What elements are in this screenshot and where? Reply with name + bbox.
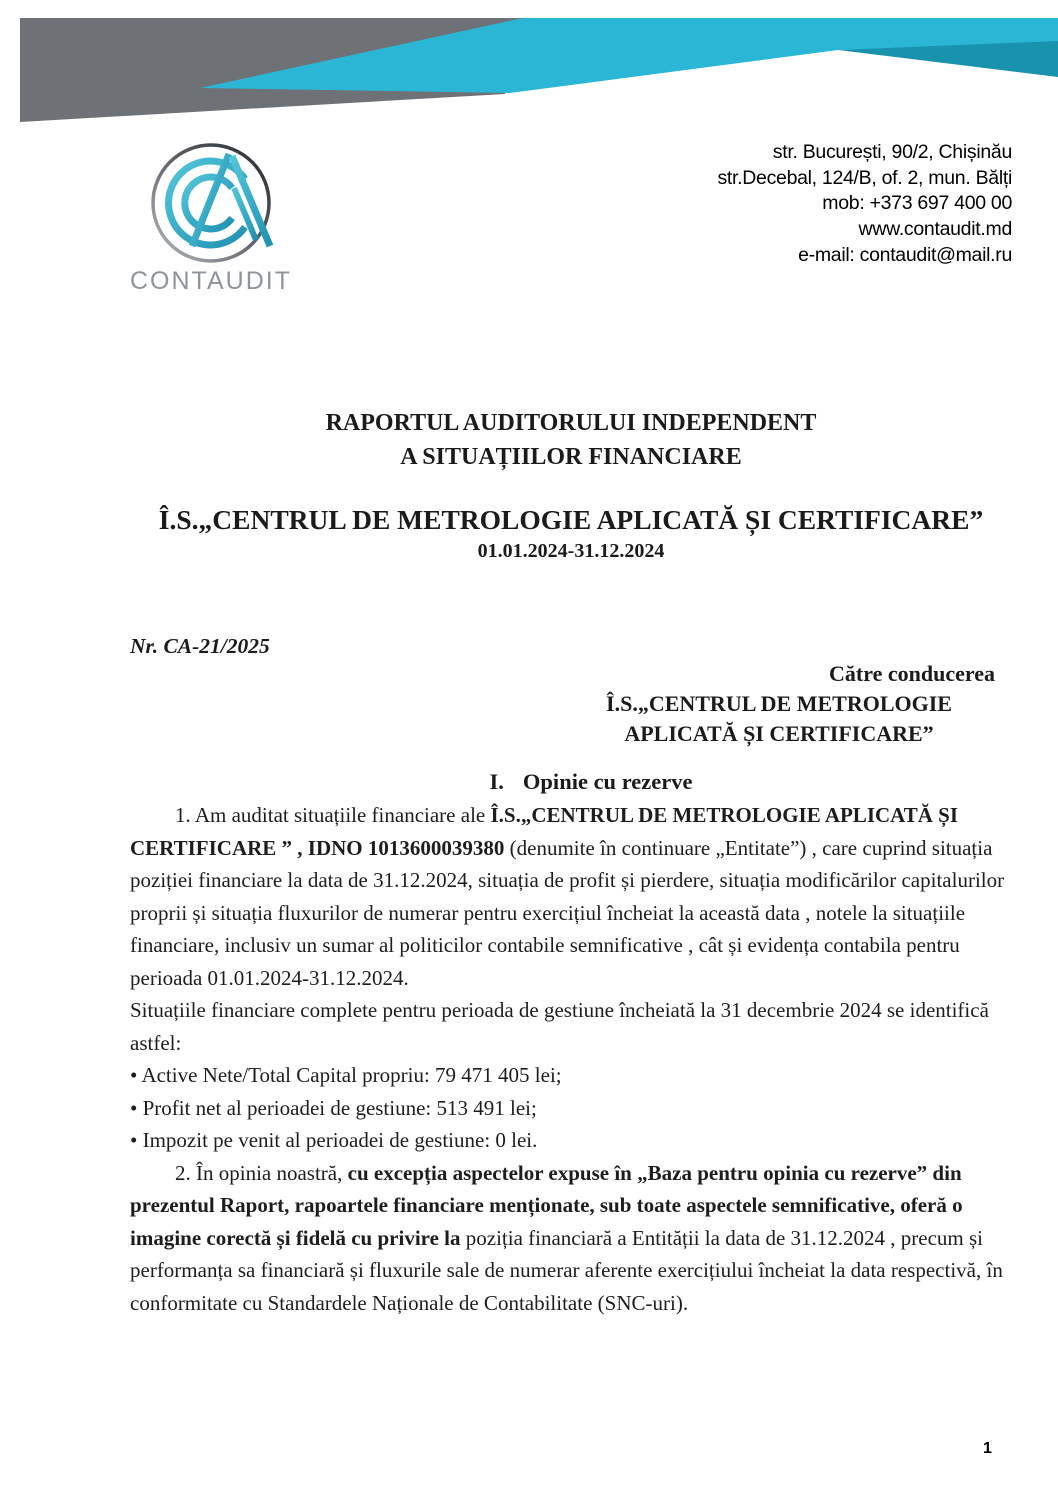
- company-title: Î.S.„CENTRUL DE METROLOGIE APLICATĂ ȘI CERTIFICARE”: [158, 504, 984, 535]
- contact-email: e-mail: contaudit@mail.ru: [798, 243, 1012, 266]
- reference-number: Nr. CA-21/2025: [130, 634, 270, 658]
- body-text: [130, 799, 1012, 1319]
- bullet-item-income-tax: • Impozit pe venit al perioadei de gestiune: 0 lei.: [130, 1128, 538, 1152]
- paragraph-3-text: 2. În opinia noastră,: [175, 1160, 348, 1185]
- contact-block: [717, 140, 1012, 269]
- section-numeral: I.: [489, 769, 504, 794]
- report-title-line-2: A SITUAȚIILOR FINANCIARE: [400, 443, 742, 470]
- paragraph-3-text-continued: poziția financiară a Entității la data de 31.12.2024 , precum și performanța sa financiară și fluxurile sale de numerar aferente exercițiului încheiat la data respectivă, în conformitate cu Standardele Naționale de Contabilitate (SNC-uri).: [130, 1225, 1003, 1315]
- page-number: 1: [983, 1440, 992, 1457]
- paragraph-2: Situațiile financiare complete pentru perioada de gestiune încheiată la 31 decembrie 2024 se identifică astfel:: [130, 998, 989, 1055]
- section-heading-text: Opinie cu rezerve: [522, 769, 693, 794]
- addressee-company-line-1: Î.S.„CENTRUL DE METROLOGIE: [606, 691, 952, 716]
- paragraph-1-text: 1. Am auditat situațiile financiare ale: [175, 803, 491, 827]
- company-logo: [130, 136, 305, 301]
- paragraph-3: [130, 1157, 1012, 1320]
- contact-website: www.contaudit.md: [858, 218, 1012, 241]
- addressee-salutation: Către conducerea: [829, 661, 995, 686]
- report-period: 01.01.2024-31.12.2024: [477, 540, 665, 562]
- bullet-item-net-assets: • Active Nete/Total Capital propriu: 79 471 405 lei;: [130, 1063, 562, 1087]
- addressee-company-line-2: APLICATĂ ȘI CERTIFICARE”: [624, 721, 934, 746]
- logo-wordmark: CONTAUDIT: [130, 267, 292, 295]
- paragraph-1-text-continued: (denumite în continuare „Entitate”) , care cuprind situația poziției financiare la data de 31.12.2024, situația de profit și pierdere, situația modificărilor capitalurilor proprii și situația fluxurilor de numerar pentru exercițiul încheiat la această data , notele la situațiile financiare, inclusiv un sumar al politicilor contabile semnificative , cât și evidența contabila pentru perioada 01.01.2024-31.12.2024.: [130, 835, 1005, 990]
- contact-address-line-2: str.Decebal, 124/B, of. 2, mun. Bălți: [717, 166, 1012, 189]
- paragraph-3-bold-opinion: cu excepția aspectelor expuse în „Baza pentru opinia cu rezerve” din prezentul Raport, rapoartele financiare menționate, sub toate aspectele semnificative, oferă o imagine corectă și fidelă cu privire la: [130, 1160, 963, 1250]
- report-title-line-1: RAPORTUL AUDITORULUI INDEPENDENT: [325, 410, 817, 436]
- contact-address-line-1: str. București, 90/2, Chișinău: [772, 141, 1012, 163]
- header-banner: [0, 0, 1058, 135]
- paragraph-1: [130, 799, 1012, 994]
- section-heading: [130, 769, 1052, 795]
- addressee-block: [563, 659, 995, 749]
- logo-a-left-inner-stroke: [200, 180, 218, 225]
- paragraph-1-bold-company: Î.S.„CENTRUL DE METROLOGIE APLICATĂ ȘI CERTIFICARE ” , IDNO 1013600039380: [130, 803, 959, 860]
- report-title: [130, 407, 1012, 474]
- bullet-item-net-profit: • Profit net al perioadei de gestiune: 513 491 lei;: [130, 1095, 537, 1120]
- contact-phone: mob: +373 697 400 00: [822, 192, 1012, 215]
